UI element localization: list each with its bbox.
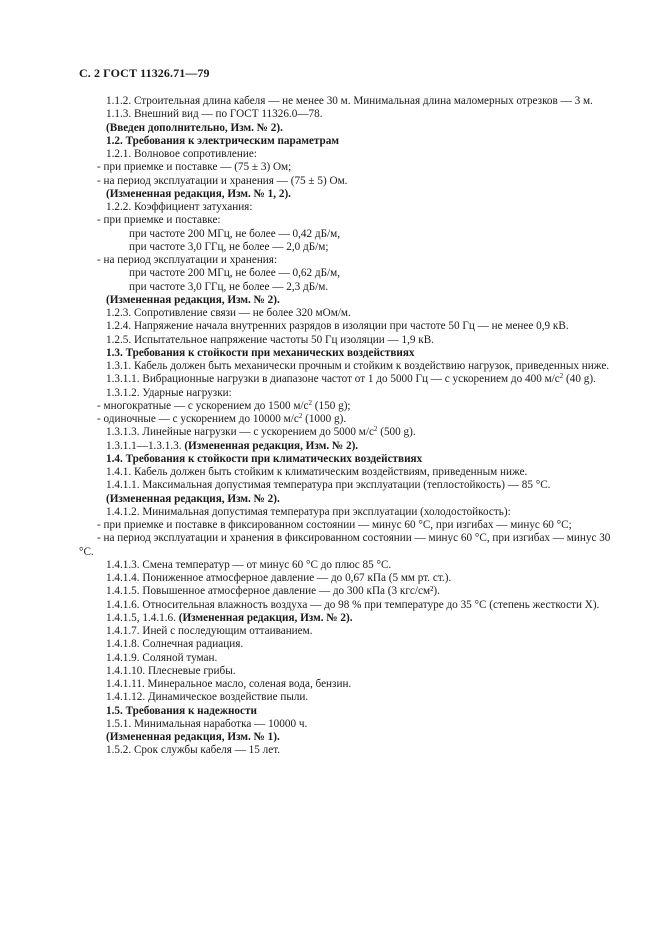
page-header: С. 2 ГОСТ 11326.71—79: [79, 66, 210, 80]
clause-1-3-1-1: 1.3.1.1. Вибрационные нагрузки в диапазоне частот от 1 до 5000 Гц — с ускорением до 400 $м/с^2$ (40 g).: [106, 372, 596, 386]
list-subitem: при частоте 3,0 ГГц, не более — 2,3 дБ/м.: [129, 280, 329, 293]
section-heading-1-3: 1.3. Требования к стойкости при механических воздействиях: [106, 346, 415, 359]
clause-1-4-1-4: 1.4.1.4. Пониженное атмосферное давление — до 0,67 кПа (5 мм рт. ст.).: [106, 572, 452, 584]
clause-1-4-1-6: 1.4.1.6. Относительная влажность воздуха — до 98 % при температуре до 35 °С (степень жесткости X).: [106, 598, 600, 611]
list-item: - на период эксплуатации и хранения:: [97, 254, 278, 266]
clause-1-4-1-8: 1.4.1.8. Солнечная радиация.: [106, 638, 244, 651]
clause-1-1-3: 1.1.3. Внешний вид — по ГОСТ 11326.0—78.: [106, 108, 323, 121]
clause-1-3-1-3: 1.3.1.3. Линейные нагрузки — с ускорением до 5000 $м/с^2$ (500 g).: [106, 425, 416, 439]
amendment-note: (Измененная редакция, Изм. № 1).: [106, 731, 280, 743]
clause-1-4-1-3: 1.4.1.3. Смена температур — от минус 60 °С до плюс 85 °С.: [106, 558, 392, 571]
clause-1-4-1-1: 1.4.1.1. Максимальная допустимая температура при эксплуатации (теплостойкость) — 85 °С.: [106, 479, 551, 492]
section-heading-1-5: 1.5. Требования к надежности: [106, 704, 257, 717]
list-item: - при приемке и поставке — (75 ± 3) Ом;: [97, 161, 292, 174]
clause-1-5-2: 1.5.2. Срок службы кабеля — 15 лет.: [106, 744, 281, 757]
amendment-note: 1.3.1.1—1.3.1.3. (Измененная редакция, Изм. № 2).: [106, 439, 359, 452]
list-item: - на период эксплуатации и хранения — (75 ± 5) Ом.: [97, 174, 348, 187]
clause-1-4-1-10: 1.4.1.10. Плесневые грибы.: [106, 664, 236, 677]
list-item: - многократные — с ускорением до 1500 $м/с^2$ (150 g);: [97, 398, 351, 412]
clause-1-2-2: 1.2.2. Коэффициент затухания:: [106, 201, 253, 213]
list-subitem: при частоте 200 МГц, не более — 0,62 дБ/м,: [129, 267, 340, 280]
clause-1-2-4: 1.2.4. Напряжение начала внутренних разрядов в изоляции при частоте 50 Гц — не менее 0,9 кВ.: [106, 320, 569, 333]
amendment-note: (Измененная редакция, Изм. № 2).: [106, 293, 280, 306]
list-item: - при приемке и поставке:: [97, 214, 221, 227]
clause-1-2-5: 1.2.5. Испытательное напряжение частоты 50 Гц изоляции — 1,9 кВ.: [106, 333, 434, 346]
clause-1-4-1-5: 1.4.1.5. Повышенное атмосферное давление — до 300 кПа (3 кгс/см²).: [106, 585, 440, 598]
clause-1-4-1: 1.4.1. Кабель должен быть стойким к климатическим воздействиям, приведенным ниже.: [106, 466, 528, 478]
list-subitem: при частоте 200 МГц, не более — 0,42 дБ/м,: [129, 227, 340, 240]
clause-1-1-2: 1.1.2. Строительная длина кабеля — не менее 30 м. Минимальная длина маломерных отрезков — 3 м.: [106, 95, 593, 107]
clause-1-2-1: 1.2.1. Волновое сопротивление:: [106, 148, 257, 160]
amendment-note: (Измененная редакция, Изм. № 2).: [106, 492, 280, 505]
list-item: - на период эксплуатации и хранения в фиксированном состоянии — минус 60 °С, при изгибах — минус 30 °С.: [79, 532, 611, 558]
document-body: [79, 95, 615, 758]
clause-1-3-1-2: 1.3.1.2. Ударные нагрузки:: [106, 386, 232, 399]
clause-1-4-1-9: 1.4.1.9. Соляной туман.: [106, 651, 218, 664]
clause-1-4-1-7: 1.4.1.7. Иней с последующим оттаиванием.: [106, 625, 313, 637]
clause-1-4-1-2: 1.4.1.2. Минимальная допустимая температура при эксплуатации (холодостойкость):: [106, 505, 511, 518]
amendment-note: 1.4.1.5, 1.4.1.6. (Измененная редакция, Изм. № 2).: [106, 611, 353, 624]
clause-1-2-3: 1.2.3. Сопротивление связи — не более 320 мОм/м.: [106, 307, 351, 319]
list-subitem: при частоте 3,0 ГГц, не более — 2,0 дБ/м;: [129, 240, 329, 253]
list-item: - при приемке и поставке в фиксированном состоянии — минус 60 °С, при изгибах — минус 60 °С;: [97, 519, 572, 531]
amendment-note: (Введен дополнительно, Изм. № 2).: [106, 121, 283, 134]
clause-1-4-1-12: 1.4.1.12. Динамическое воздействие пыли.: [106, 691, 309, 704]
clause-1-4-1-11: 1.4.1.11. Минеральное масло, соленая вода, бензин.: [106, 678, 352, 690]
section-heading-1-2: 1.2. Требования к электрическим параметрам: [106, 134, 339, 147]
list-item: - одиночные — с ускорением до 10000 $м/с^2$ (1000 g).: [97, 412, 347, 425]
clause-1-5-1: 1.5.1. Минимальная наработка — 10000 ч.: [106, 717, 308, 730]
section-heading-1-4: 1.4. Требования к стойкости при климатических воздействиях: [106, 452, 423, 465]
clause-1-3-1: 1.3.1. Кабель должен быть механически прочным и стойким к воздействию нагрузок, приведенных ниже.: [106, 360, 610, 372]
amendment-note: (Измененная редакция, Изм. № 1, 2).: [106, 187, 291, 200]
